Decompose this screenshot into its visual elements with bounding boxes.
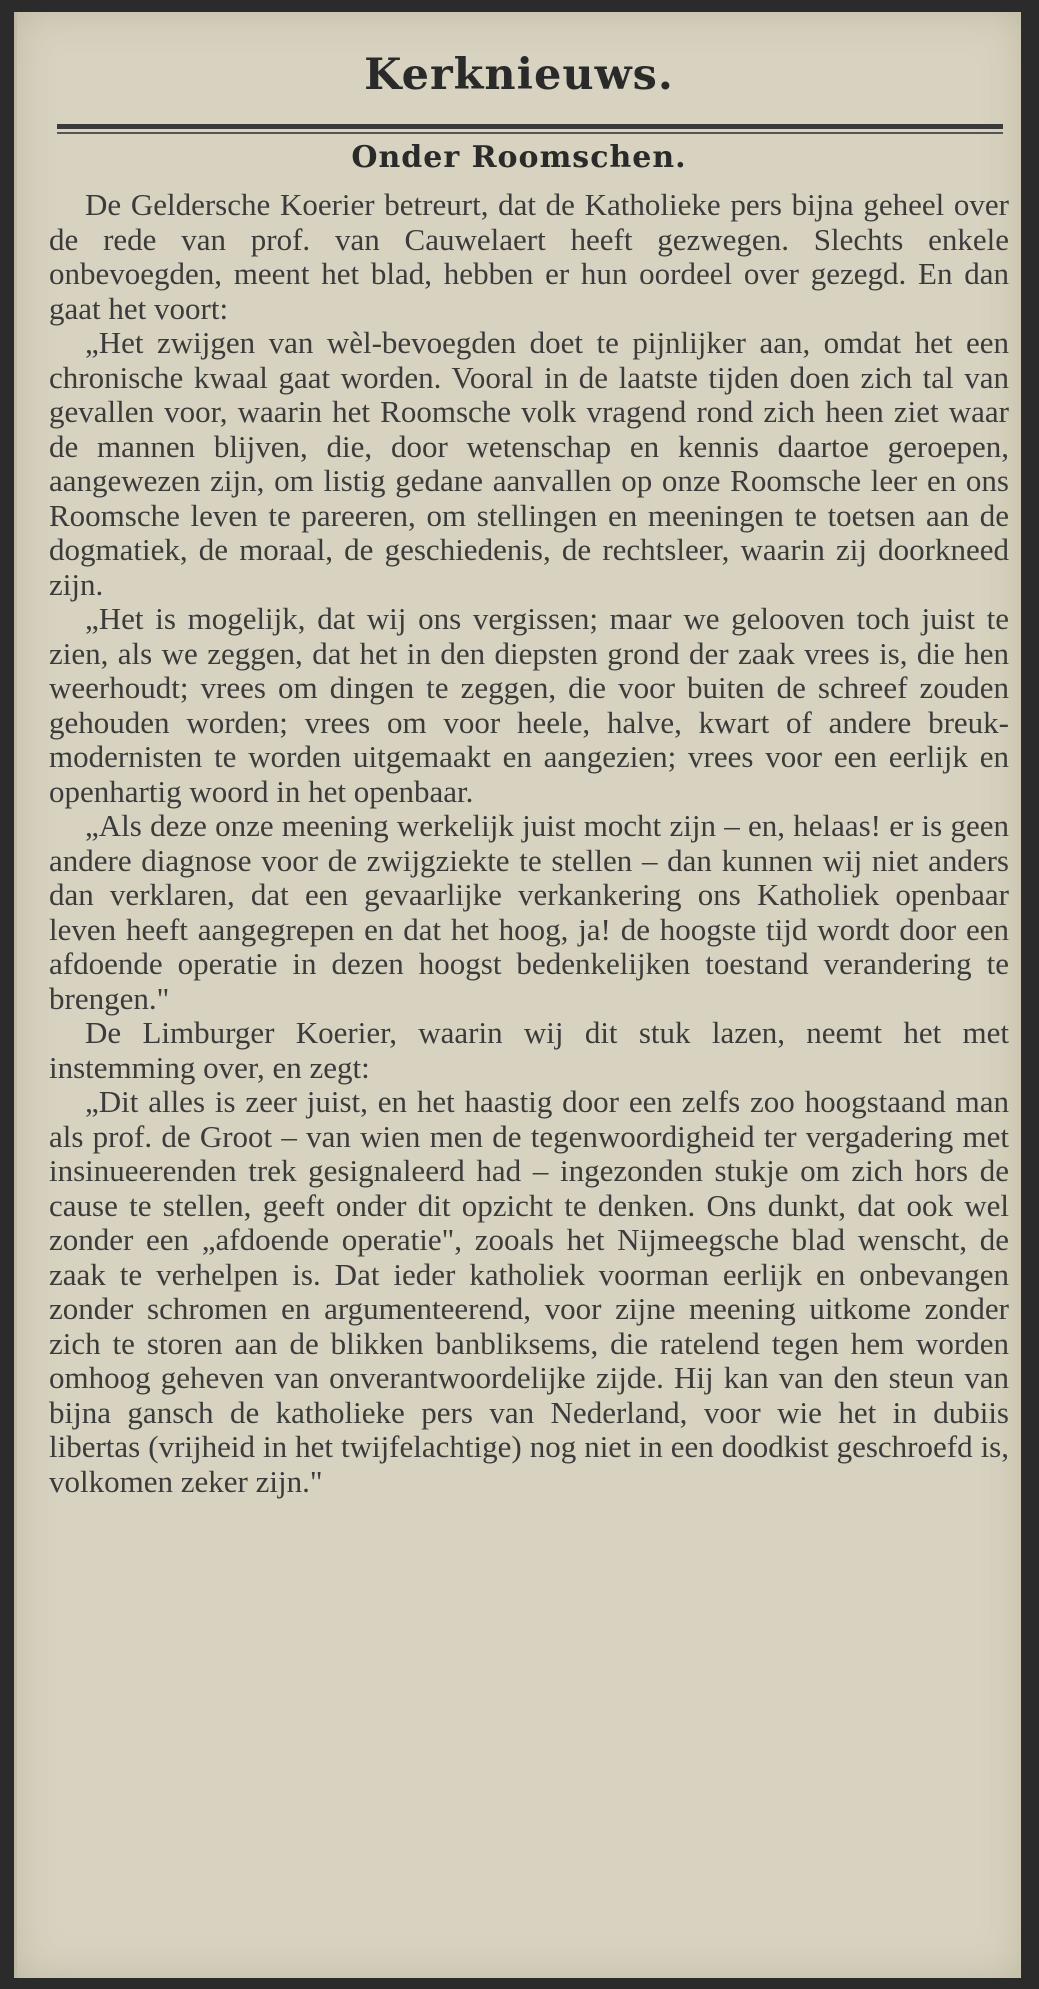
section-title: Kerknieuws. xyxy=(364,50,674,100)
article-paragraph: De Geldersche Koerier betreurt, dat de Katholieke pers bijna geheel over de rede van prof. van Cauwelaert heeft gezwegen. Slechts enkele onbevoegden, meent het blad, hebben er hun oordeel over gezegd. En dan gaat het voort: xyxy=(49,187,1009,326)
article-heading: Onder Roomschen. xyxy=(351,140,687,175)
article-paragraph: „Het zwijgen van wèl-bevoegden doet te pijnlijker aan, omdat het een chronische kwaal gaat worden. Vooral in de laatste tijden doen zich tal van gevallen voor, waarin het Roomsche volk vragend rond zich heen ziet waar de mannen blijven, die, door wetenschap en kennis daartoe geroepen, aangewezen zijn, om listig gedane aanvallen op onze Roomsche leer en ons Roomsche leven te pareeren, om stellingen en meeningen te toetsen aan de dogmatiek, de moraal, de geschiedenis, de rechtsleer, waarin zij doorkneed zijn. xyxy=(49,325,1009,602)
newspaper-clipping xyxy=(14,12,1021,1978)
article-paragraph: „Dit alles is zeer juist, en het haastig door een zelfs zoo hoogstaand man als prof. de Groot – van wien men de tegenwoordigheid ter vergadering met insinueerenden trek gesignaleerd had – ingezonden stukje om zich hors de cause te stellen, geeft onder dit opzicht te denken. Ons dunkt, dat ook wel zonder een „afdoende operatie", zooals het Nijmeegsche blad wenscht, de zaak te verhelpen is. Dat ieder katholiek voorman eerlijk en onbevangen zonder schromen en argumenteerend, voor zijne meening uitkome zonder zich te storen aan de blikken banbliksems, die ratelend tegen hem worden omhoog geheven van onverantwoordelijke zijde. Hij kan van den steun van bijna gansch de katholieke pers van Nederland, voor wie het in dubiis libertas (vrijheid in het twijfelachtige) nog niet in een doodkist geschroefd is, volkomen zeker zijn." xyxy=(49,1084,1009,1499)
article-paragraph: De Limburger Koerier, waarin wij dit stuk lazen, neemt het met instemming over, en zegt: xyxy=(49,1015,1009,1085)
title-rule-thick xyxy=(57,124,1003,129)
article-paragraph: „Als deze onze meening werkelijk juist mocht zijn – en, helaas! er is geen andere diagnose voor de zwijgziekte te stellen – dan kunnen wij niet anders dan verklaren, dat een gevaarlijke verkankering ons Katholiek openbaar leven heeft aangegrepen en dat het hoog, ja! de hoogste tijd wordt door een afdoende operatie in dezen hoogst bedenkelijken toestand verandering te brengen." xyxy=(49,808,1009,1016)
title-rule-thin xyxy=(57,132,1003,134)
article-body xyxy=(49,188,1009,1499)
article-paragraph: „Het is mogelijk, dat wij ons vergissen; maar we gelooven toch juist te zien, als we zeggen, dat het in den diepsten grond der zaak vrees is, die hen weerhoudt; vrees om dingen te zeggen, die voor buiten de schreef zouden gehouden worden; vrees om voor heele, halve, kwart of andere breuk-modernisten te worden uitgemaakt en aangezien; vrees voor een eerlijk en openhartig woord in het openbaar. xyxy=(49,601,1009,809)
